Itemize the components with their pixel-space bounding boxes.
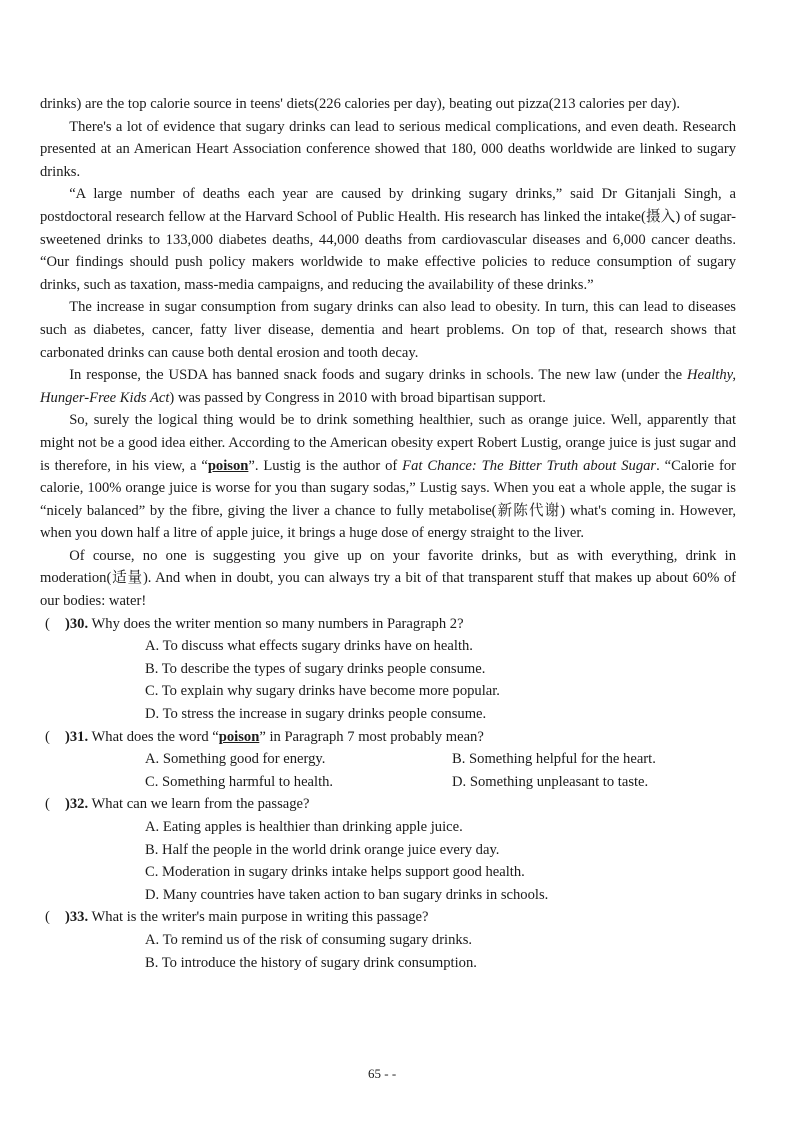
option-a: A. To discuss what effects sugary drinks have on health. <box>145 638 473 655</box>
option-c: C. Something harmful to health. <box>145 773 334 790</box>
question-33 <box>40 906 736 974</box>
paragraph-2: There's a lot of evidence that sugary drinks can lead to serious medical complications, and even death. Research presented at an American Heart Association conference showed that 180, 000 deaths worldwide are linked to sugary drinks. <box>40 118 736 180</box>
act-title: Healthy, Hunger-Free Kids Act <box>40 367 736 406</box>
question-30 <box>40 613 736 726</box>
question-number: )31. <box>65 728 89 745</box>
answer-blank[interactable]: ( <box>45 728 50 745</box>
option-b: B. Half the people in the world drink orange juice every day. <box>145 841 500 858</box>
question-32 <box>40 793 736 906</box>
option-a: A. Something good for energy. <box>145 751 326 768</box>
text: ”. Lustig is the author of <box>248 457 403 474</box>
option-c: C. To explain why sugary drinks have become more popular. <box>145 683 500 700</box>
question-number: )32. <box>65 796 89 813</box>
keyword-poison: poison <box>218 728 260 745</box>
paragraph-1: drinks) are the top calorie source in teens' diets(226 calories per day), beating out pizza(213 calories per day). <box>40 96 681 112</box>
answer-blank[interactable]: ( <box>45 909 50 926</box>
paragraph-6 <box>40 409 736 545</box>
option-a: A. Eating apples is healthier than drinking apple juice. <box>145 819 463 835</box>
text: . “Calorie for calorie, 100% orange juice is worse for you than sugary sodas,” Lustig says. When you eat a whole apple, the sugar is “nicely balanced” by the fibre, giving the liver a chance to fully metabolise(新陈代谢) what's coming in. However, when you down half a litre of apple juice, it brings a huge dose of energy straight to the liver. <box>40 457 736 542</box>
question-31 <box>40 726 736 794</box>
text: In response, the USDA has banned snack foods and sugary drinks in schools. The new law (under the <box>69 367 687 384</box>
option-a: A. To remind us of the risk of consuming sugary drinks. <box>145 931 473 948</box>
question-stem: What does the word “ <box>88 728 219 745</box>
option-b: B. To introduce the history of sugary drink consumption. <box>145 954 477 971</box>
option-d: D. Many countries have taken action to ban sugary drinks in schools. <box>145 886 549 903</box>
option-d: D. Something unpleasant to taste. <box>452 773 649 790</box>
book-title: Fat Chance: The Bitter Truth about Sugar <box>402 457 657 474</box>
text: ) was passed by Congress in 2010 with broad bipartisan support. <box>169 389 546 406</box>
option-d: D. To stress the increase in sugary drinks people consume. <box>145 706 487 723</box>
question-stem: ” in Paragraph 7 most probably mean? <box>259 728 484 745</box>
page-number: 65 - - <box>368 1066 397 1081</box>
paragraph-5 <box>40 364 736 409</box>
paragraph-4: The increase in sugar consumption from sugary drinks can also lead to obesity. In turn, this can lead to diseases such as diabetes, cancer, fatty liver disease, dementia and heart problems. On top of that, research shows that carbonated drinks can cause both dental erosion and tooth decay. <box>40 299 736 361</box>
paragraph-3: “A large number of deaths each year are caused by drinking sugary drinks,” said Dr Gitanjali Singh, a postdoctoral research fellow at the Harvard School of Public Health. His research has linked the intake(摄入) of sugar-sweetened drinks to 133,000 diabetes deaths, 44,000 deaths from cardiovascular diseases and 6,000 cancer deaths. “Our findings should push policy makers worldwide to make effective policies to reduce consumption of sugary drinks, such as taxation, mass-media campaigns, and reducing the availability of these drinks.” <box>40 186 736 293</box>
option-b: B. Something helpful for the heart. <box>452 751 656 768</box>
paragraph-7: Of course, no one is suggesting you give up on your favorite drinks, but as with everything, drink in moderation(适量). And when in doubt, you can always try a bit of that transparent stuff that makes up about 60% of our bodies: water! <box>40 547 736 610</box>
passage-page <box>40 93 736 974</box>
keyword-poison: poison <box>207 457 249 474</box>
answer-blank[interactable]: ( <box>45 796 50 813</box>
question-stem: What can we learn from the passage? <box>88 796 310 813</box>
question-stem: Why does the writer mention so many numbers in Paragraph 2? <box>88 615 464 632</box>
answer-blank[interactable]: ( <box>45 615 50 632</box>
option-c: C. Moderation in sugary drinks intake helps support good health. <box>145 864 525 881</box>
question-number: )33. <box>65 909 89 926</box>
text: So, surely the logical thing would be to drink something healthier, such as orange juice. Well, apparently that might not be a good idea either. According to the American obesity expert Robert Lustig, orange juice is just sugar and is therefore, in his view, a “ <box>40 412 736 474</box>
option-b: B. To describe the types of sugary drinks people consume. <box>145 660 486 677</box>
question-number: )30. <box>65 615 89 632</box>
question-stem: What is the writer's main purpose in writing this passage? <box>88 909 429 926</box>
